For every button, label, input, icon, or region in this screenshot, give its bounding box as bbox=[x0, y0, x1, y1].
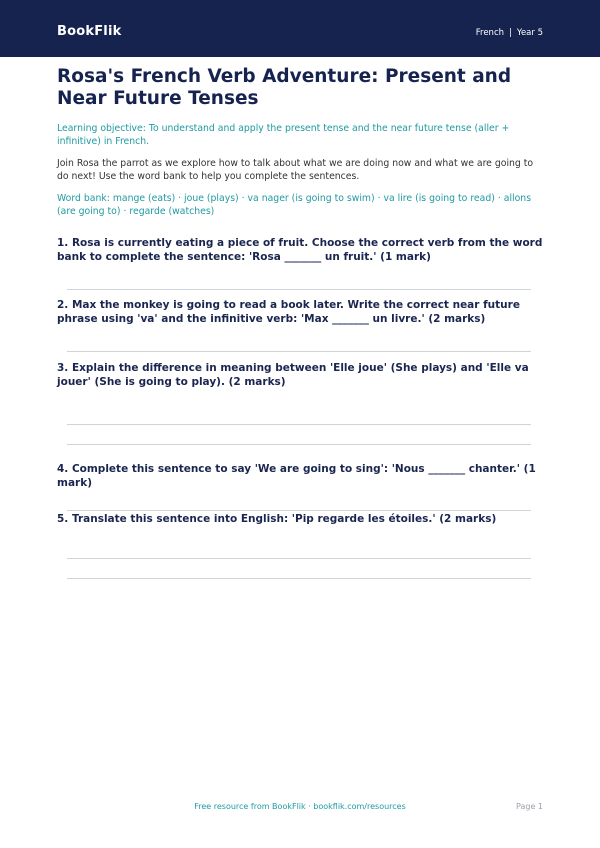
answer-line-q5-1[interactable] bbox=[67, 558, 531, 559]
question-5: 5. Translate this sentence into English: 'Pip regarde les étoiles.' (2 marks) bbox=[57, 513, 497, 525]
worksheet-title: Rosa's French Verb Adventure: Present and Near Future Tenses bbox=[57, 66, 512, 109]
question-1: 1. Rosa is currently eating a piece of fruit. Choose the correct verb from the word bank to complete the sentence: 'Rosa _______ un fruit.' (1 mark) bbox=[57, 237, 543, 263]
subject-label: French bbox=[475, 28, 505, 38]
meta-separator: | bbox=[509, 28, 512, 38]
brand-logo[interactable]: BookFlik bbox=[57, 24, 122, 39]
question-4: 4. Complete this sentence to say 'We are going to sing': 'Nous _______ chanter.' (1 mark) bbox=[57, 463, 536, 489]
question-3: 3. Explain the difference in meaning between 'Elle joue' (She plays) and 'Elle va jouer' (She is going to play). (2 marks) bbox=[57, 362, 529, 388]
answer-line-q2[interactable] bbox=[67, 351, 531, 352]
header-bar bbox=[0, 0, 600, 57]
learning-objective: Learning objective: To understand and apply the present tense and the near future tense (aller + infinitive) in French. bbox=[57, 123, 510, 147]
footer-credit[interactable]: Free resource from BookFlik · bookflik.com/resources bbox=[194, 802, 406, 811]
answer-line-q5-2[interactable] bbox=[67, 578, 531, 579]
answer-line-q3-1[interactable] bbox=[67, 424, 531, 425]
word-bank: Word bank: mange (eats) · joue (plays) · va nager (is going to swim) · va lire (is going to read) · allons (are going to) · regarde (watches) bbox=[57, 193, 532, 217]
answer-line-q3-2[interactable] bbox=[67, 444, 531, 445]
subject-year-meta bbox=[476, 28, 543, 38]
answer-line-q1[interactable] bbox=[67, 289, 531, 290]
year-label: Year 5 bbox=[516, 28, 543, 38]
answer-line-q4[interactable] bbox=[67, 510, 531, 511]
intro-text: Join Rosa the parrot as we explore how to talk about what we are doing now and what we are going to do next! Use the word bank to help you complete the sentences. bbox=[57, 158, 534, 182]
page-number: Page 1 bbox=[516, 802, 543, 811]
question-2: 2. Max the monkey is going to read a book later. Write the correct near future phrase using 'va' and the infinitive verb: 'Max _______ un livre.' (2 marks) bbox=[57, 299, 520, 325]
